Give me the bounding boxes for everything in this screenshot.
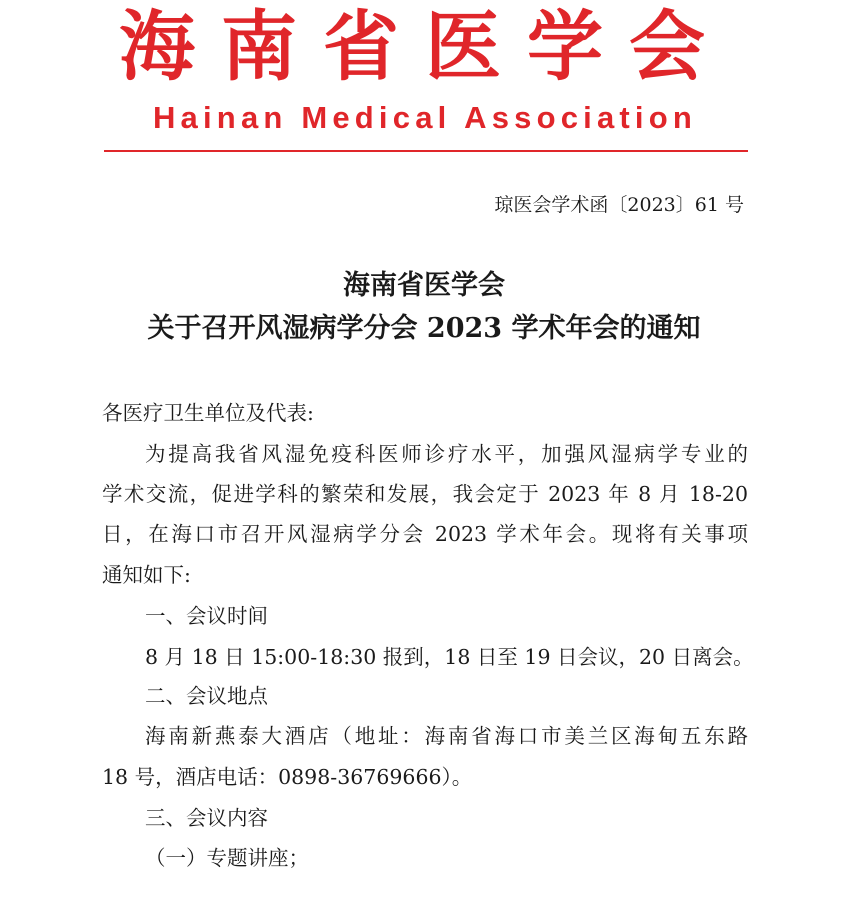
section-3-item-1: （一）专题讲座； — [145, 846, 309, 870]
document-number: 琼医会学术函〔2023〕61 号 — [494, 194, 744, 216]
section-2-line-2: 18 号，酒店电话：0898-36769666）。 — [102, 765, 473, 789]
section-1-text: 8 月 18 日 15:00-18:30 报到，18 日至 19 日会议，20 日离会。 — [145, 645, 754, 669]
intro-line-2: 学术交流，促进学科的繁荣和发展，我会定于 2023 年 8 月 18-20 — [102, 482, 748, 506]
section-3-heading: 三、会议内容 — [145, 806, 268, 830]
letterhead-org-name-en: Hainan Medical Association — [152, 100, 698, 135]
intro-line-1: 为提高我省风湿免疫科医师诊疗水平，加强风湿病学专业的 — [145, 442, 748, 466]
intro-line-3: 日，在海口市召开风湿病学分会 2023 学术年会。现将有关事项 — [102, 522, 748, 546]
document-title-line2: 关于召开风湿病学分会 2023 学术年会的通知 — [147, 313, 701, 344]
salutation: 各医疗卫生单位及代表: — [102, 401, 314, 425]
intro-line-4: 通知如下: — [102, 563, 191, 587]
document-title-line1: 海南省医学会 — [343, 270, 505, 301]
section-1-heading: 一、会议时间 — [145, 604, 268, 628]
section-2-heading: 二、会议地点 — [145, 684, 268, 708]
letterhead-org-name-cn: 海南省医学会 — [119, 2, 731, 91]
section-2-line-1: 海南新燕泰大酒店（地址：海南省海口市美兰区海甸五东路 — [145, 724, 748, 748]
letterhead-divider — [104, 150, 748, 152]
